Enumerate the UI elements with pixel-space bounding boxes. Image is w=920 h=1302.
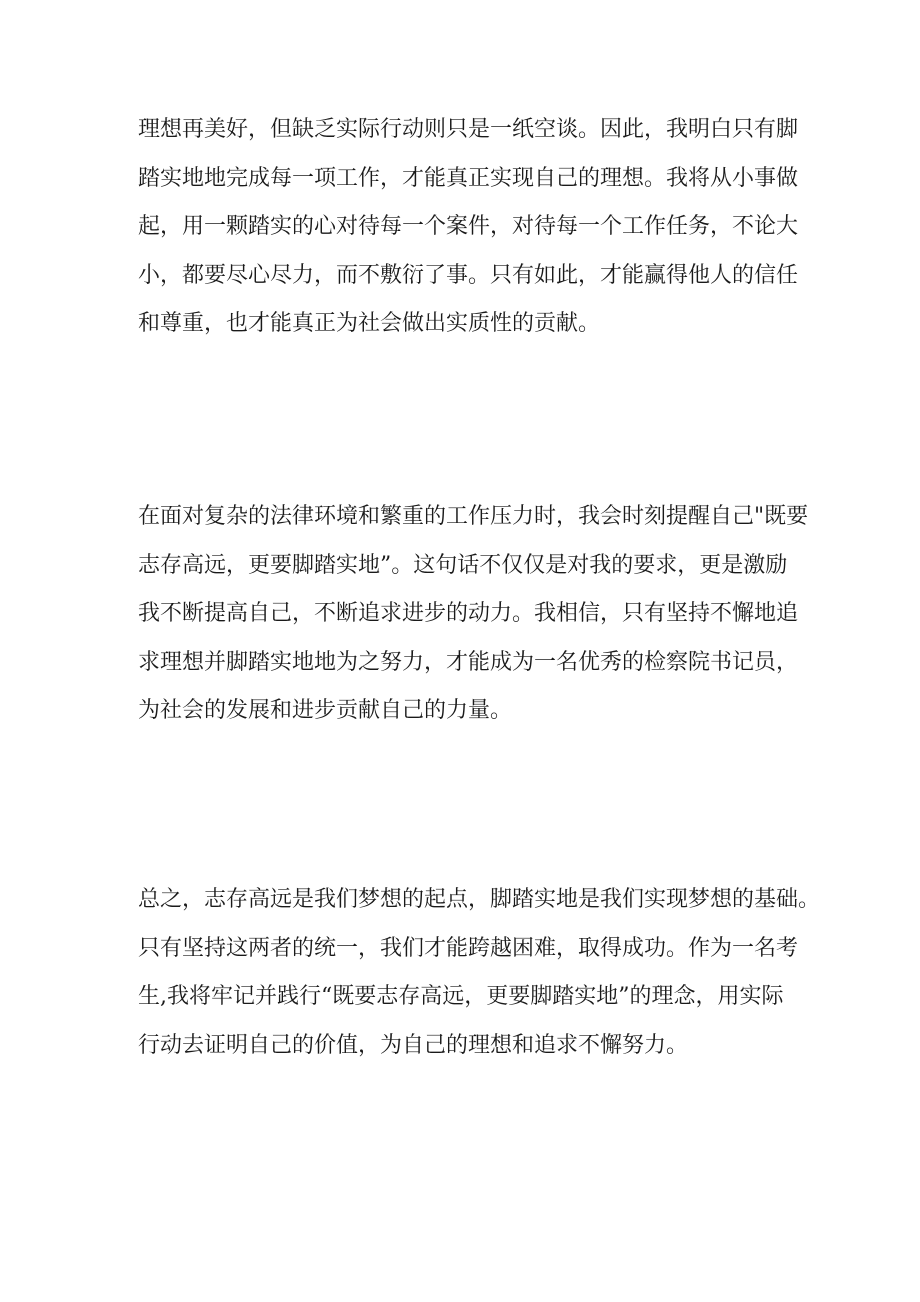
paragraph-2: [138, 493, 818, 736]
paragraph-line: 我不断提高自己，不断追求进步的动力。我相信，只有坚持不懈地追: [138, 601, 799, 626]
paragraph-line: 小，都要尽心尽力，而不敷衍了事。只有如此，才能赢得他人的信任: [138, 262, 799, 288]
paragraph-line: 踏实地地完成每一项工作，才能真正实现自己的理想。我将从小事做: [138, 165, 799, 191]
paragraph-1: [138, 106, 818, 349]
paragraph-line: 理想再美好，但缺乏实际行动则只是一纸空谈。因此，我明白只有脚: [138, 117, 799, 142]
paragraph-line: 求理想并脚踏实地地为之努力，才能成为一名优秀的检察院书记员，: [138, 649, 799, 675]
paragraph-line: 和尊重，也才能真正为社会做出实质性的贡献。: [138, 311, 601, 336]
paragraph-3: [138, 876, 821, 1070]
paragraph-line: 行动去证明自己的价值，为自己的理想和追求不懈努力。: [138, 1032, 689, 1058]
paragraph-line: 生,我将牢记并践行“既要志存高远，更要脚踏实地”的理念，用实际: [138, 984, 784, 1009]
paragraph-line: 志存高远，更要脚踏实地”。这句话不仅仅是对我的要求，更是激励: [138, 552, 788, 578]
paragraph-line: 为社会的发展和进步贡献自己的力量。: [138, 698, 513, 723]
paragraph-line: 在面对复杂的法律环境和繁重的工作压力时，我会时刻提醒自己"既要: [138, 504, 809, 529]
paragraph-line: 只有坚持这两者的统一，我们才能跨越困难，取得成功。作为一名考: [138, 935, 799, 961]
paragraph-line: 起，用一颗踏实的心对待每一个案件，对待每一个工作任务，不论大: [138, 214, 799, 239]
paragraph-line: 总之，志存高远是我们梦想的起点，脚踏实地是我们实现梦想的基础。: [138, 887, 821, 912]
